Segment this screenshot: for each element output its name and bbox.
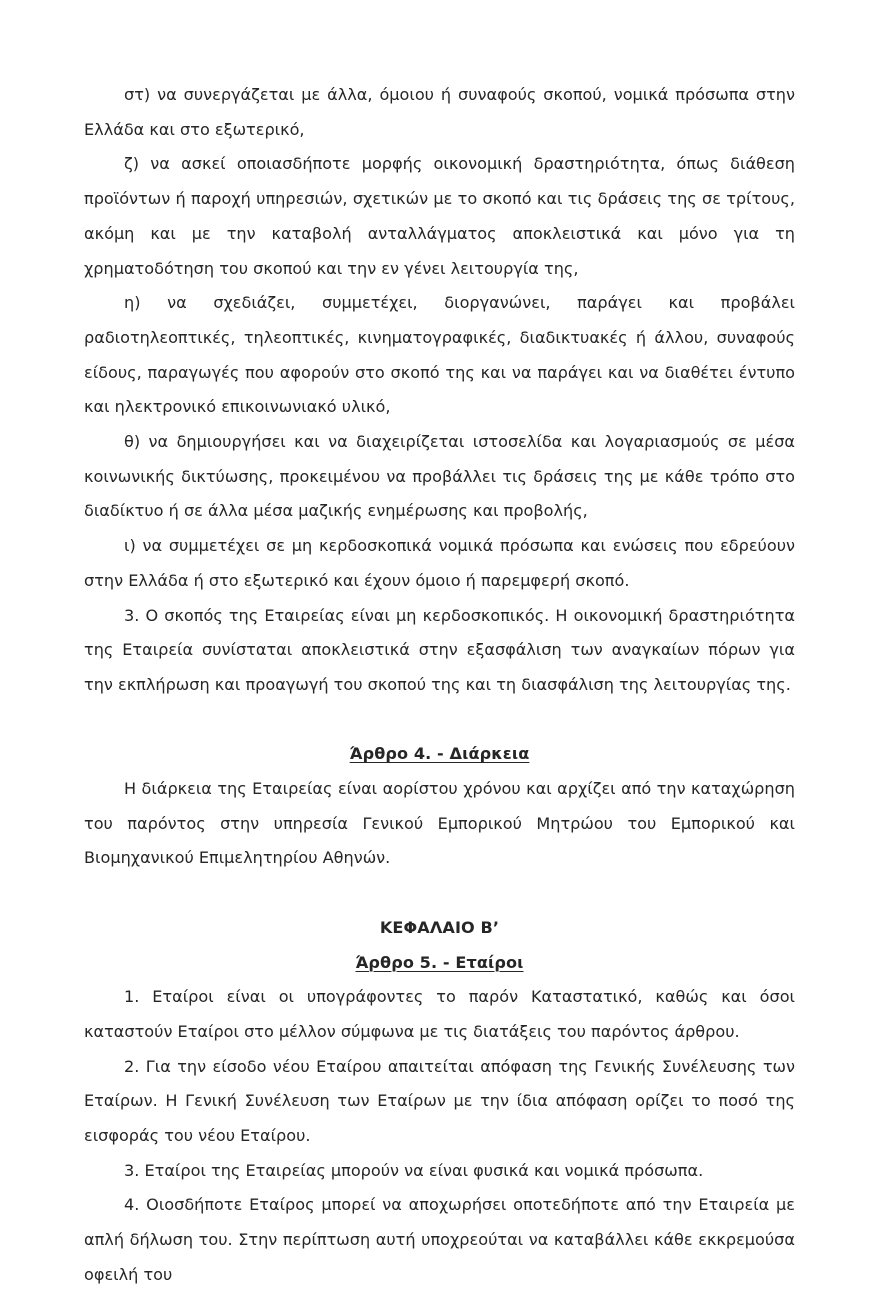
paragraph-clause-5-4: 4. Οιοσδήποτε Εταίρος μπορεί να αποχωρήσει οποτεδήποτε από την Εταιρεία με απλή δήλωση του. Στην περίπτωση αυτή υποχρεούται να καταβάλλει κάθε εκκρεμούσα οφειλή του — [84, 1195, 795, 1284]
heading-chapter-b: ΚΕΦΑΛΑΙΟ Β’ — [379, 917, 500, 937]
document-body — [84, 78, 795, 1293]
heading-article-5: Άρθρο 5. - Εταίροι — [355, 952, 524, 972]
heading-article-4: Άρθρο 4. - Διάρκεια — [349, 744, 530, 764]
spacer-before-article-4 — [84, 703, 795, 738]
paragraph-clause-5-2: 2. Για την είσοδο νέου Εταίρου απαιτείται απόφαση της Γενικής Συνέλευσης των Εταίρων. Η Γενική Συνέλευση των Εταίρων με την ίδια απόφαση ορίζει το ποσό της εισφοράς του νέου Εταίρου. — [84, 1056, 795, 1146]
paragraph-clause-3: 3. Ο σκοπός της Εταιρείας είναι μη κερδοσκοπικός. Η οικονομική δραστηριότητα της Εταιρεία συνίσταται αποκλειστικά στην εξασφάλιση των αναγκαίων πόρων για την εκπλήρωση και προαγωγή του σκοπού της και τη διασφάλιση της λειτουργίας της. — [84, 605, 795, 694]
paragraph-item-iota: ι) να συμμετέχει σε μη κερδοσκοπικά νομικά πρόσωπα και ενώσεις που εδρεύουν στην Ελλάδα ή στο εξωτερικό και έχουν όμοιο ή παρεμφερή σκοπό. — [84, 536, 795, 590]
paragraph-item-zeta: ζ) να ασκεί οποιασδήποτε μορφής οικονομική δραστηριότητα, όπως διάθεση προϊόντων ή παροχή υπηρεσιών, σχετικών με το σκοπό και τις δράσεις της σε τρίτους, ακόμη και με την καταβολή ανταλλάγματος αποκλειστικά και μόνο για τη χρηματοδότηση του σκοπού και την εν γένει λειτουργία της, — [84, 154, 795, 278]
paragraph-article-4-body: Η διάρκεια της Εταιρείας είναι αορίστου χρόνου και αρχίζει από την καταχώρηση του παρόντος στην υπηρεσία Γενικού Εμπορικού Μητρώου του Εμπορικού και Βιομηχανικού Επιμελητηρίου Αθηνών. — [84, 779, 795, 868]
spacer-before-chapter-b — [84, 876, 795, 911]
paragraph-item-st: στ) να συνεργάζεται με άλλα, όμοιου ή συναφούς σκοπού, νομικά πρόσωπα στην Ελλάδα και στο εξωτερικό, — [84, 85, 795, 139]
paragraph-clause-5-1: 1. Εταίροι είναι οι υπογράφοντες το παρόν Καταστατικό, καθώς και όσοι καταστούν Εταίροι στο μέλλον σύμφωνα με τις διατάξεις του παρόντος άρθρου. — [84, 987, 795, 1041]
paragraph-item-theta: θ) να δημιουργήσει και να διαχειρίζεται ιστοσελίδα και λογαριασμούς σε μέσα κοινωνικής δικτύωσης, προκειμένου να προβάλλει τις δράσεις της με κάθε τρόπο στο διαδίκτυο ή σε άλλα μέσα μαζικής ενημέρωσης και προβολής, — [84, 432, 795, 521]
paragraph-item-eta: η) να σχεδιάζει, συμμετέχει, διοργανώνει, παράγει και προβάλει ραδιοτηλεοπτικές, τηλεοπτικές, κινηματογραφικές, διαδικτυακές ή άλλου, συναφούς είδους, παραγωγές που αφορούν στο σκοπό της και να παράγει και να διαθέτει έντυπο και ηλεκτρονικό επικοινωνιακό υλικό, — [84, 293, 795, 417]
paragraph-clause-5-3: 3. Εταίροι της Εταιρείας μπορούν να είναι φυσικά και νομικά πρόσωπα. — [124, 1160, 704, 1180]
